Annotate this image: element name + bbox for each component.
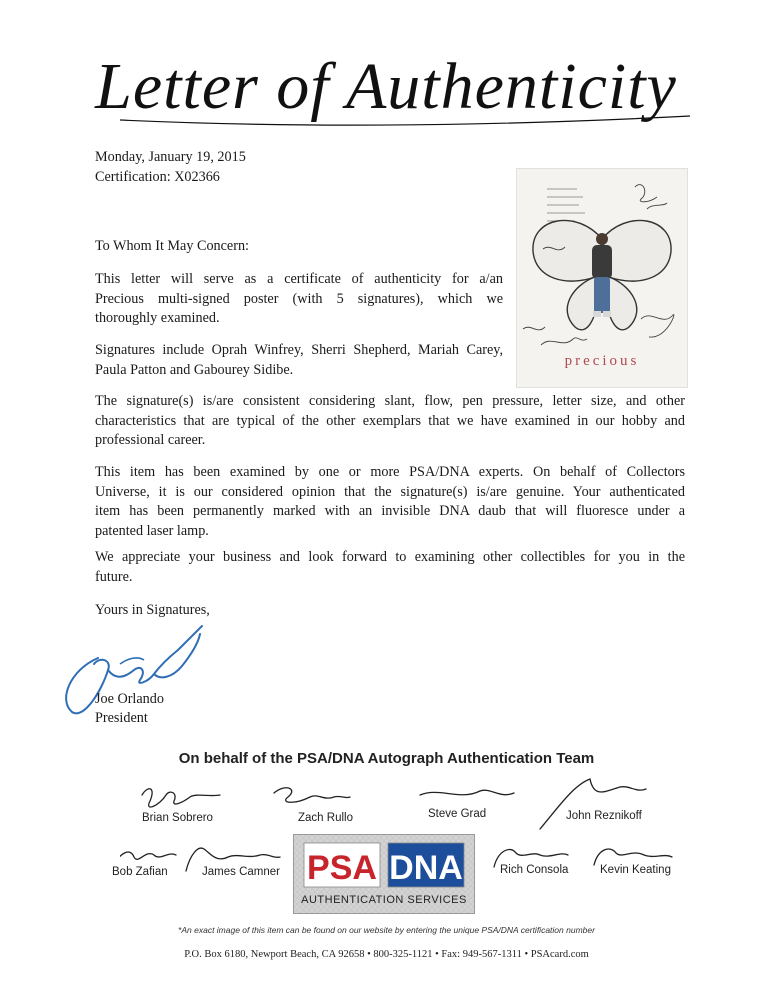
footer-contact: P.O. Box 6180, Newport Beach, CA 92658 • 800-325-1121 • Fax: 949-567-1311 • PSAcard.com (184, 949, 589, 960)
team-member-name: James Camner (202, 866, 280, 878)
team-member-name: Bob Zafian (112, 866, 168, 878)
letter-date: Monday, January 19, 2015 (95, 149, 246, 165)
team-member-name: Steve Grad (428, 808, 487, 820)
paragraph-line: This letter will serve as a certificate of authenticity for a/an (95, 271, 503, 287)
paragraph-line: future. (95, 568, 133, 585)
paragraph-line: This item has been examined by one or more PSA/DNA experts. On behalf of Collectors (95, 464, 685, 480)
signer-block (95, 690, 164, 728)
logo-caption: AUTHENTICATION SERVICES (301, 894, 467, 906)
paragraph-1 (95, 270, 503, 329)
logo-dna: DNA (389, 849, 463, 887)
team-title: On behalf of the PSA/DNA Autograph Authentication Team (178, 750, 595, 767)
disclaimer: *An exact image of this item can be found on our website by entering the unique PSA/DNA certification number (178, 925, 595, 935)
signature-zach-rullo (274, 788, 350, 803)
paragraph-line: Precious multi-signed poster (with 5 signatures), which we (95, 290, 503, 307)
paragraph-line: patented laser lamp. (95, 522, 209, 539)
poster-image (516, 168, 688, 388)
team-member-name: Kevin Keating (600, 864, 671, 876)
team-member-name: Zach Rullo (298, 812, 353, 824)
team-member-name: Rich Consola (500, 864, 569, 876)
paragraph-2 (95, 341, 503, 380)
paragraph-4 (95, 463, 685, 541)
signature-brian-sobrero (142, 789, 220, 807)
paragraph-line: Signatures include Oprah Winfrey, Sherri Shepherd, Mariah Carey, (95, 342, 503, 358)
signature-steve-grad (420, 790, 514, 795)
paragraph-3 (95, 392, 685, 451)
paragraph-line: The signature(s) is/are consistent considering slant, flow, pen pressure, letter size, and other (95, 393, 685, 409)
letter-meta (95, 148, 246, 187)
paragraph-5 (95, 548, 685, 587)
poster-title: precious (564, 353, 640, 369)
paragraph-line: characteristics that are typical of the other exemplars that we have examined in our hobby and (95, 412, 685, 429)
signer-title: President (95, 710, 148, 726)
certification-number: Certification: X02366 (95, 168, 220, 185)
paragraph-line: Universe, it is our considered opinion that the signature(s) is/are genuine. Your authenticated (95, 483, 685, 500)
greeting: To Whom It May Concern: (95, 238, 249, 254)
signature-kevin-keating (594, 849, 672, 865)
closing: Yours in Signatures, (95, 602, 210, 618)
logo-psa: PSA (307, 849, 377, 887)
paragraph-line: item has been permanently marked with an invisible DNA daub that will fluoresce under a (95, 503, 685, 519)
paragraph-line: thoroughly examined. (95, 310, 220, 326)
team-member-name: John Reznikoff (566, 810, 642, 822)
signer-name: Joe Orlando (95, 691, 164, 707)
paragraph-line: professional career. (95, 432, 206, 448)
signature-bob-zafian (120, 852, 176, 867)
psa-dna-logo (293, 834, 475, 914)
paragraph-line: We appreciate your business and look forward to examining other collectibles for you in the (95, 549, 685, 565)
letter-title-text: Letter of Authenticity (95, 50, 677, 123)
team-member-name: Brian Sobrero (142, 812, 213, 824)
letter-title (0, 28, 773, 138)
paragraph-line: Paula Patton and Gabourey Sidibe. (95, 361, 294, 378)
